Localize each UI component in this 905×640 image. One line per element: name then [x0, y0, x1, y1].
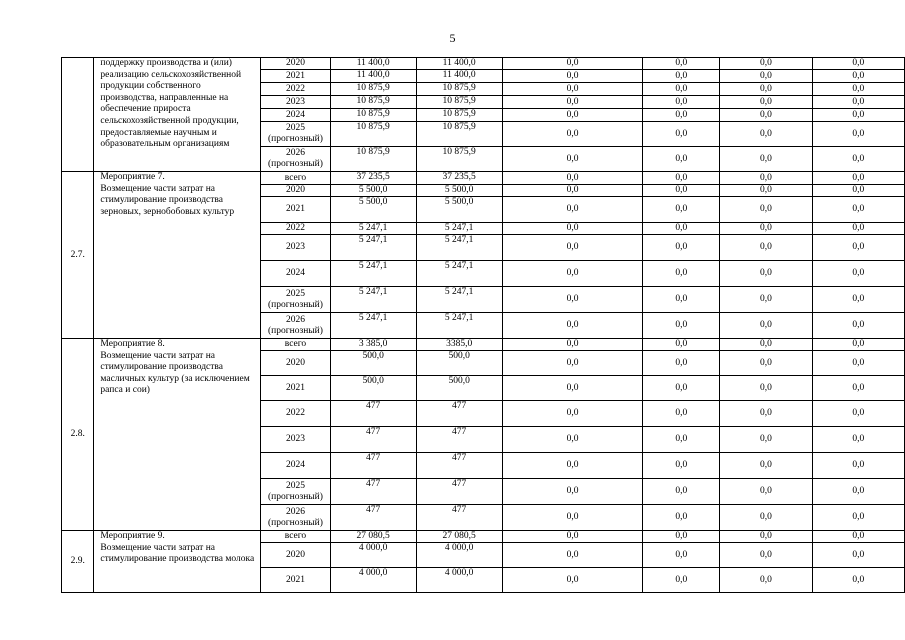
- source-cell: 0,0: [720, 531, 812, 543]
- year-cell: 2020: [261, 351, 331, 376]
- source-cell: 0,0: [720, 70, 812, 83]
- total-cell: 3 385,0: [330, 339, 416, 351]
- budget-cell: 10 875,9: [416, 147, 502, 172]
- total-cell: 5 500,0: [330, 197, 416, 223]
- budget-cell: 37 235,5: [416, 172, 502, 185]
- source-cell: 0,0: [643, 172, 720, 185]
- total-cell: 10 875,9: [330, 83, 416, 96]
- source-cell: 0,0: [502, 427, 643, 453]
- total-cell: 477: [330, 453, 416, 479]
- budget-cell: 5 247,1: [416, 261, 502, 287]
- table-row: [62, 531, 905, 543]
- source-cell: 0,0: [643, 122, 720, 147]
- source-cell: 0,0: [720, 96, 812, 109]
- source-cell: 0,0: [502, 147, 643, 172]
- source-cell: 0,0: [502, 531, 643, 543]
- measure-description: Мероприятие 8. Возмещение части затрат на стимулирование производства масличных культур (за исключением рапса и сои): [94, 339, 261, 531]
- source-cell: 0,0: [502, 479, 643, 505]
- source-cell: 0,0: [720, 223, 812, 235]
- source-cell: 0,0: [502, 83, 643, 96]
- source-cell: 0,0: [720, 376, 812, 401]
- year-cell: всего: [261, 339, 331, 351]
- measure-description: Мероприятие 9. Возмещение части затрат на стимулирование производства молока: [94, 531, 261, 593]
- total-cell: 477: [330, 427, 416, 453]
- source-cell: 0,0: [643, 235, 720, 261]
- budget-cell: 4 000,0: [416, 543, 502, 568]
- source-cell: 0,0: [643, 505, 720, 531]
- budget-cell: 10 875,9: [416, 96, 502, 109]
- total-cell: 10 875,9: [330, 147, 416, 172]
- source-cell: 0,0: [502, 235, 643, 261]
- source-cell: 0,0: [812, 351, 904, 376]
- source-cell: 0,0: [643, 287, 720, 313]
- source-cell: 0,0: [643, 223, 720, 235]
- year-cell: 2026 (прогнозный): [261, 505, 331, 531]
- source-cell: 0,0: [643, 58, 720, 70]
- year-cell: 2025 (прогнозный): [261, 122, 331, 147]
- source-cell: 0,0: [502, 185, 643, 197]
- year-cell: 2020: [261, 58, 331, 70]
- year-cell: 2024: [261, 261, 331, 287]
- total-cell: 5 247,1: [330, 313, 416, 339]
- budget-cell: 5 247,1: [416, 235, 502, 261]
- year-cell: 2023: [261, 235, 331, 261]
- year-cell: всего: [261, 531, 331, 543]
- source-cell: 0,0: [643, 543, 720, 568]
- budget-cell: 5 500,0: [416, 197, 502, 223]
- source-cell: 0,0: [502, 401, 643, 427]
- source-cell: 0,0: [502, 453, 643, 479]
- source-cell: 0,0: [720, 479, 812, 505]
- source-cell: 0,0: [720, 235, 812, 261]
- total-cell: 5 247,1: [330, 261, 416, 287]
- year-cell: 2024: [261, 109, 331, 122]
- row-number: 2.9.: [62, 531, 94, 593]
- total-cell: 477: [330, 505, 416, 531]
- year-cell: 2023: [261, 427, 331, 453]
- source-cell: 0,0: [502, 70, 643, 83]
- source-cell: 0,0: [812, 479, 904, 505]
- year-cell: 2021: [261, 568, 331, 593]
- source-cell: 0,0: [720, 122, 812, 147]
- source-cell: 0,0: [812, 531, 904, 543]
- budget-cell: 477: [416, 505, 502, 531]
- source-cell: 0,0: [643, 427, 720, 453]
- year-cell: 2021: [261, 376, 331, 401]
- total-cell: 5 247,1: [330, 287, 416, 313]
- budget-cell: 5 247,1: [416, 287, 502, 313]
- source-cell: 0,0: [812, 568, 904, 593]
- source-cell: 0,0: [812, 185, 904, 197]
- budget-cell: 477: [416, 401, 502, 427]
- source-cell: 0,0: [502, 505, 643, 531]
- source-cell: 0,0: [812, 122, 904, 147]
- source-cell: 0,0: [720, 287, 812, 313]
- year-cell: 2022: [261, 223, 331, 235]
- budget-cell: 4 000,0: [416, 568, 502, 593]
- total-cell: 500,0: [330, 351, 416, 376]
- year-cell: всего: [261, 172, 331, 185]
- total-cell: 5 247,1: [330, 235, 416, 261]
- budget-cell: 10 875,9: [416, 109, 502, 122]
- source-cell: 0,0: [502, 96, 643, 109]
- source-cell: 0,0: [812, 401, 904, 427]
- budget-cell: 477: [416, 479, 502, 505]
- source-cell: 0,0: [812, 427, 904, 453]
- source-cell: 0,0: [812, 70, 904, 83]
- source-cell: 0,0: [502, 376, 643, 401]
- source-cell: 0,0: [502, 568, 643, 593]
- budget-cell: 477: [416, 427, 502, 453]
- source-cell: 0,0: [720, 147, 812, 172]
- budget-cell: 11 400,0: [416, 58, 502, 70]
- source-cell: 0,0: [643, 70, 720, 83]
- total-cell: 10 875,9: [330, 109, 416, 122]
- source-cell: 0,0: [720, 58, 812, 70]
- source-cell: 0,0: [812, 339, 904, 351]
- source-cell: 0,0: [643, 96, 720, 109]
- source-cell: 0,0: [502, 261, 643, 287]
- source-cell: 0,0: [812, 223, 904, 235]
- total-cell: 4 000,0: [330, 543, 416, 568]
- source-cell: 0,0: [643, 185, 720, 197]
- source-cell: 0,0: [812, 505, 904, 531]
- source-cell: 0,0: [643, 351, 720, 376]
- year-cell: 2024: [261, 453, 331, 479]
- year-cell: 2026 (прогнозный): [261, 313, 331, 339]
- source-cell: 0,0: [812, 287, 904, 313]
- source-cell: 0,0: [643, 197, 720, 223]
- budget-cell: 5 247,1: [416, 313, 502, 339]
- row-number: 2.8.: [62, 339, 94, 531]
- source-cell: 0,0: [720, 109, 812, 122]
- source-cell: 0,0: [812, 235, 904, 261]
- budget-cell: 477: [416, 453, 502, 479]
- budget-cell: 3385,0: [416, 339, 502, 351]
- source-cell: 0,0: [720, 401, 812, 427]
- source-cell: 0,0: [720, 197, 812, 223]
- total-cell: 27 080,5: [330, 531, 416, 543]
- source-cell: 0,0: [502, 223, 643, 235]
- source-cell: 0,0: [812, 83, 904, 96]
- source-cell: 0,0: [502, 197, 643, 223]
- budget-cell: 5 500,0: [416, 185, 502, 197]
- total-cell: 477: [330, 479, 416, 505]
- table-row: [62, 172, 905, 185]
- measure-description: Мероприятие 7. Возмещение части затрат на стимулирование производства зерновых, зернобобовых культур: [94, 172, 261, 339]
- source-cell: 0,0: [720, 172, 812, 185]
- year-cell: 2025 (прогнозный): [261, 287, 331, 313]
- source-cell: 0,0: [812, 96, 904, 109]
- year-cell: 2020: [261, 543, 331, 568]
- budget-cell: 27 080,5: [416, 531, 502, 543]
- year-cell: 2025 (прогнозный): [261, 479, 331, 505]
- total-cell: 10 875,9: [330, 96, 416, 109]
- measure-description: поддержку производства и (или) реализацию сельскохозяйственной продукции собственного производства, направленные на обеспечение прироста сельскохозяйственной продукции, предоставляемые научным и образовательным организациям: [94, 58, 261, 172]
- budget-cell: 10 875,9: [416, 122, 502, 147]
- source-cell: 0,0: [643, 401, 720, 427]
- source-cell: 0,0: [502, 351, 643, 376]
- source-cell: 0,0: [720, 427, 812, 453]
- table-row: [62, 58, 905, 70]
- source-cell: 0,0: [643, 109, 720, 122]
- source-cell: 0,0: [812, 58, 904, 70]
- source-cell: 0,0: [720, 261, 812, 287]
- source-cell: 0,0: [502, 287, 643, 313]
- year-cell: 2023: [261, 96, 331, 109]
- year-cell: 2020: [261, 185, 331, 197]
- source-cell: 0,0: [812, 147, 904, 172]
- source-cell: 0,0: [643, 261, 720, 287]
- source-cell: 0,0: [643, 568, 720, 593]
- budget-cell: 500,0: [416, 376, 502, 401]
- year-cell: 2022: [261, 83, 331, 96]
- source-cell: 0,0: [812, 376, 904, 401]
- source-cell: 0,0: [812, 197, 904, 223]
- total-cell: 500,0: [330, 376, 416, 401]
- year-cell: 2021: [261, 197, 331, 223]
- budget-cell: 11 400,0: [416, 70, 502, 83]
- source-cell: 0,0: [812, 172, 904, 185]
- source-cell: 0,0: [720, 505, 812, 531]
- row-number: 2.7.: [62, 172, 94, 339]
- source-cell: 0,0: [502, 339, 643, 351]
- source-cell: 0,0: [720, 543, 812, 568]
- total-cell: 5 247,1: [330, 223, 416, 235]
- source-cell: 0,0: [502, 58, 643, 70]
- budget-table: [61, 57, 905, 593]
- source-cell: 0,0: [643, 313, 720, 339]
- source-cell: 0,0: [720, 568, 812, 593]
- row-number: [62, 58, 94, 172]
- year-cell: 2021: [261, 70, 331, 83]
- total-cell: 4 000,0: [330, 568, 416, 593]
- source-cell: 0,0: [720, 185, 812, 197]
- source-cell: 0,0: [812, 313, 904, 339]
- source-cell: 0,0: [643, 453, 720, 479]
- source-cell: 0,0: [720, 453, 812, 479]
- source-cell: 0,0: [643, 376, 720, 401]
- budget-cell: 5 247,1: [416, 223, 502, 235]
- total-cell: 477: [330, 401, 416, 427]
- year-cell: 2026 (прогнозный): [261, 147, 331, 172]
- budget-cell: 10 875,9: [416, 83, 502, 96]
- source-cell: 0,0: [502, 122, 643, 147]
- source-cell: 0,0: [720, 351, 812, 376]
- source-cell: 0,0: [720, 83, 812, 96]
- source-cell: 0,0: [812, 109, 904, 122]
- source-cell: 0,0: [720, 339, 812, 351]
- table-row: [62, 339, 905, 351]
- total-cell: 11 400,0: [330, 70, 416, 83]
- source-cell: 0,0: [502, 313, 643, 339]
- total-cell: 37 235,5: [330, 172, 416, 185]
- page-number: 5: [449, 31, 456, 45]
- source-cell: 0,0: [502, 172, 643, 185]
- source-cell: 0,0: [812, 543, 904, 568]
- source-cell: 0,0: [720, 313, 812, 339]
- total-cell: 10 875,9: [330, 122, 416, 147]
- source-cell: 0,0: [502, 109, 643, 122]
- source-cell: 0,0: [643, 531, 720, 543]
- source-cell: 0,0: [643, 479, 720, 505]
- total-cell: 5 500,0: [330, 185, 416, 197]
- source-cell: 0,0: [812, 453, 904, 479]
- source-cell: 0,0: [502, 543, 643, 568]
- budget-cell: 500,0: [416, 351, 502, 376]
- source-cell: 0,0: [643, 147, 720, 172]
- source-cell: 0,0: [812, 261, 904, 287]
- total-cell: 11 400,0: [330, 58, 416, 70]
- source-cell: 0,0: [643, 83, 720, 96]
- year-cell: 2022: [261, 401, 331, 427]
- source-cell: 0,0: [643, 339, 720, 351]
